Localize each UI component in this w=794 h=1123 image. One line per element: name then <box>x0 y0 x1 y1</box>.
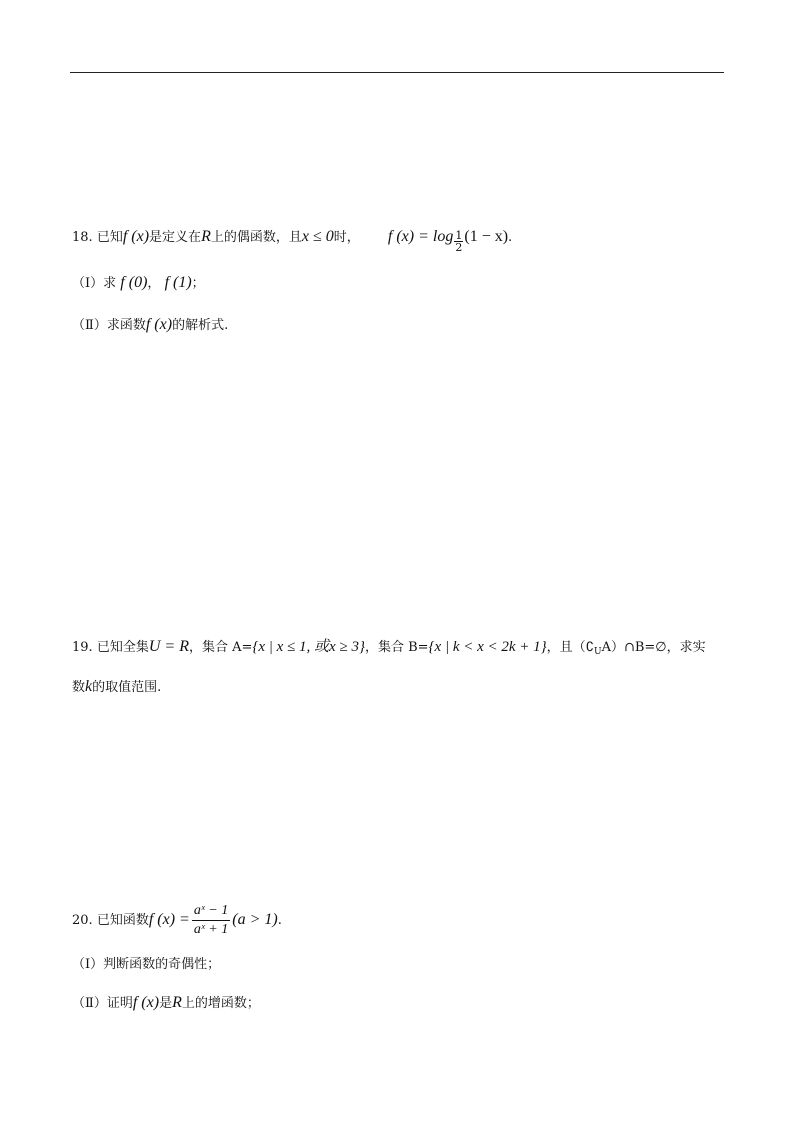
stem-text: 已知函数 <box>96 913 149 928</box>
part-text: 上的增函数； <box>181 996 260 1011</box>
math-fx: f (x) <box>145 316 173 333</box>
part-text: 求 <box>103 276 117 291</box>
stem-text: 是定义在 <box>149 230 202 245</box>
separator: ， <box>147 276 161 291</box>
part-label: （Ⅰ） <box>72 276 104 291</box>
math-x-le-0: x ≤ 0 <box>301 228 334 245</box>
stem-text: 已知全集 <box>96 640 149 655</box>
stem-text: ，集合 A= <box>188 640 253 655</box>
fraction-denominator: aˣ + 1 <box>193 922 229 937</box>
math-fx-eq: f (x) = <box>148 911 190 928</box>
problem-number: 20. <box>72 913 93 928</box>
part-text: 求函数 <box>106 318 146 333</box>
math-f0: f (0) <box>120 274 148 291</box>
problem-20-part-2 <box>72 994 260 1013</box>
stem-text: 已知 <box>96 230 123 245</box>
problem-19-line-1 <box>72 638 706 661</box>
problem-20-stem <box>72 902 282 939</box>
stem-text: ，求实 <box>666 640 706 655</box>
part-text: 判断函数的奇偶性； <box>103 957 221 972</box>
function-fraction <box>192 902 230 939</box>
complement-subscript: U <box>593 647 602 657</box>
part-label: （Ⅱ） <box>72 996 107 1011</box>
stem-text: A）∩B= <box>601 640 656 655</box>
part-label: （Ⅱ） <box>72 318 107 333</box>
problem-18-part-1 <box>72 274 205 293</box>
part-end: ； <box>191 276 205 291</box>
math-set-A: {x | x ≤ 1, 或x ≥ 3} <box>252 639 365 655</box>
part-text: 证明 <box>106 996 133 1011</box>
math-R: R <box>201 228 211 245</box>
math-k: k <box>85 678 93 695</box>
stem-text: 时， <box>333 230 360 245</box>
stem-text: ，集合 B= <box>364 640 429 655</box>
stem-text: 数 <box>72 680 86 695</box>
stem-end: . <box>277 913 282 928</box>
problem-number: 18. <box>72 230 93 245</box>
formula-lhs: f (x) = log <box>387 228 454 245</box>
header-rule <box>70 72 724 73</box>
log-base-fraction: $\frac{1}{2}$ <box>455 229 463 254</box>
math-fx: f (x) <box>132 994 160 1011</box>
stem-end: . <box>508 230 513 245</box>
math-R: R <box>172 994 182 1011</box>
problem-20-part-1 <box>72 956 220 974</box>
math-condition: (a > 1) <box>232 911 278 928</box>
math-fx: f (x) <box>122 228 150 245</box>
stem-text: 的取值范围. <box>92 680 162 695</box>
formula-rhs: (1 − x) <box>464 228 509 245</box>
part-text: 的解析式. <box>172 318 229 333</box>
math-set-B: {x | k < x < 2k + 1} <box>428 639 547 655</box>
math-f1: f (1) <box>164 274 192 291</box>
stem-text: 上的偶函数，且 <box>210 230 302 245</box>
problem-18-stem <box>72 228 512 253</box>
math-U-eq-R: U = R <box>148 638 189 655</box>
part-text: 是 <box>159 996 173 1011</box>
problem-19-line-2 <box>72 678 161 697</box>
fraction-numerator: aˣ − 1 <box>192 902 230 921</box>
complement-symbol: ∁ <box>585 640 594 655</box>
problem-18-part-2 <box>72 316 228 335</box>
problem-number: 19. <box>72 640 93 655</box>
part-label: （Ⅰ） <box>72 957 104 972</box>
empty-set-symbol: ∅ <box>655 640 667 655</box>
stem-text: ，且（ <box>546 640 586 655</box>
